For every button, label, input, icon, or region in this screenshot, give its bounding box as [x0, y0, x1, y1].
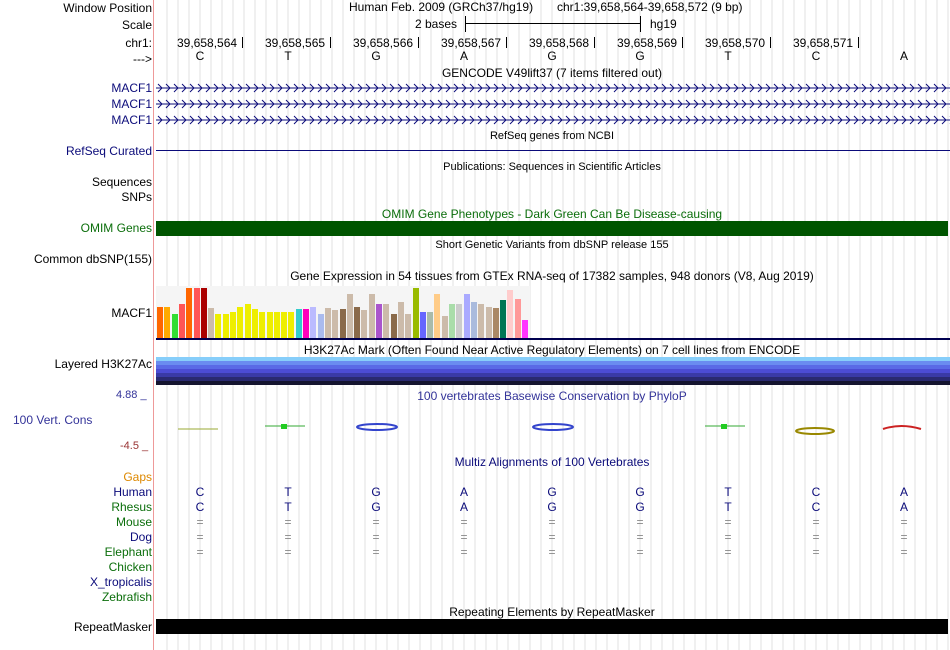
- position-text: chr1:39,658,564-39,658,572 (9 bp): [557, 0, 743, 14]
- ruler-coordinate: 39,658,566: [353, 36, 414, 50]
- gtex-tissue-bar[interactable]: [201, 288, 207, 338]
- gtex-tissue-bar[interactable]: [405, 314, 411, 338]
- ruler-coordinate: 39,658,570: [705, 36, 766, 50]
- gencode-item-label[interactable]: MACF1: [111, 81, 152, 95]
- h3k27ac-track-label[interactable]: Layered H3K27Ac: [54, 357, 152, 371]
- gtex-tissue-bar[interactable]: [361, 310, 367, 338]
- gtex-tissue-bar[interactable]: [310, 307, 316, 338]
- multiz-aligned-base: =: [196, 530, 204, 544]
- ruler-coordinate: 39,658,569: [617, 36, 678, 50]
- gtex-tissue-bar[interactable]: [237, 307, 243, 338]
- multiz-aligned-base: =: [636, 530, 644, 544]
- chromosome-label: chr1:: [125, 36, 152, 50]
- multiz-aligned-base: G: [547, 500, 557, 514]
- phylop-max-label: 4.88 _: [116, 389, 147, 401]
- gtex-tissue-bar[interactable]: [340, 309, 346, 338]
- gtex-tissue-bar[interactable]: [456, 304, 462, 338]
- multiz-species-label[interactable]: Chicken: [108, 560, 152, 574]
- multiz-species-label[interactable]: X_tropicalis: [89, 575, 152, 589]
- ruler-tick: [858, 37, 859, 48]
- scale-bar-line: [465, 23, 641, 24]
- multiz-aligned-base: =: [548, 515, 556, 529]
- multiz-aligned-base: =: [812, 530, 820, 544]
- reference-base: T: [284, 49, 292, 63]
- multiz-aligned-base: =: [636, 545, 644, 559]
- dbsnp-track-title: Short Genetic Variants from dbSNP release 155: [435, 239, 669, 251]
- gtex-tissue-bar[interactable]: [376, 304, 382, 338]
- multiz-aligned-base: =: [724, 545, 732, 559]
- gtex-tissue-bar[interactable]: [215, 314, 221, 338]
- gtex-tissue-bar[interactable]: [347, 294, 353, 338]
- multiz-aligned-base: T: [724, 485, 732, 499]
- multiz-aligned-base: A: [899, 485, 908, 499]
- gtex-track-baseline: [156, 338, 950, 340]
- gtex-tissue-bar[interactable]: [471, 302, 477, 338]
- reference-base: C: [195, 49, 205, 63]
- multiz-species-label[interactable]: Mouse: [115, 515, 152, 529]
- multiz-aligned-base: C: [195, 500, 205, 514]
- multiz-aligned-base: =: [284, 515, 292, 529]
- multiz-aligned-base: =: [372, 545, 380, 559]
- phylop-mark: [533, 424, 573, 430]
- gencode-item-label[interactable]: MACF1: [111, 97, 152, 111]
- ruler-coordinate: 39,658,565: [265, 36, 326, 50]
- gtex-tissue-bar[interactable]: [281, 312, 287, 338]
- gtex-tissue-bar[interactable]: [383, 304, 389, 338]
- multiz-aligned-base: =: [460, 530, 468, 544]
- gtex-tissue-bar[interactable]: [522, 320, 528, 338]
- phylop-track-title: 100 vertebrates Basewise Conservation by PhyloP: [417, 389, 687, 403]
- gtex-tissue-bar[interactable]: [267, 312, 273, 338]
- multiz-aligned-base: G: [371, 485, 381, 499]
- gtex-tissue-bar[interactable]: [223, 314, 229, 338]
- ruler-tick: [506, 37, 507, 48]
- gtex-tissue-bar[interactable]: [157, 307, 163, 338]
- reference-base: T: [724, 49, 732, 63]
- gencode-transcript[interactable]: [156, 80, 950, 96]
- gtex-tissue-bar[interactable]: [164, 307, 170, 338]
- phylop-mark: [281, 424, 287, 429]
- multiz-aligned-base: =: [900, 545, 908, 559]
- scale-label: Scale: [121, 18, 152, 32]
- publications-sequences-label[interactable]: Sequences: [91, 175, 152, 189]
- gtex-tissue-bar[interactable]: [303, 309, 309, 338]
- reference-base: G: [635, 49, 645, 63]
- multiz-species-label[interactable]: Rhesus: [111, 500, 152, 514]
- multiz-aligned-base: G: [635, 500, 645, 514]
- reference-base: C: [811, 49, 821, 63]
- multiz-species-label[interactable]: Zebrafish: [101, 590, 152, 604]
- multiz-aligned-base: C: [811, 500, 821, 514]
- multiz-aligned-base: =: [372, 530, 380, 544]
- repeatmasker-track-title: Repeating Elements by RepeatMasker: [449, 605, 655, 619]
- strand-label: --->: [133, 52, 152, 66]
- gtex-tissue-bar[interactable]: [493, 308, 499, 338]
- gtex-tissue-bar[interactable]: [318, 314, 324, 338]
- label-column-divider: [153, 0, 154, 650]
- multiz-aligned-base: T: [284, 485, 292, 499]
- multiz-aligned-base: =: [196, 545, 204, 559]
- phylop-mark: [796, 428, 834, 434]
- multiz-aligned-base: A: [459, 485, 468, 499]
- omim-phenotype-bar[interactable]: [156, 221, 948, 236]
- reference-base: G: [547, 49, 557, 63]
- gtex-tissue-bar[interactable]: [230, 312, 236, 338]
- multiz-aligned-base: =: [284, 545, 292, 559]
- refseq-track-title: RefSeq genes from NCBI: [489, 130, 615, 142]
- gtex-tissue-bar[interactable]: [332, 310, 338, 338]
- gtex-tissue-bar[interactable]: [245, 304, 251, 338]
- gtex-tissue-bar[interactable]: [296, 309, 302, 338]
- phylop-mark: [721, 424, 727, 429]
- scale-bar-left-end: [465, 16, 466, 32]
- gtex-track-title: Gene Expression in 54 tissues from GTEx RNA-seq of 17382 samples, 948 donors (V8, Aug 2019): [290, 269, 814, 283]
- h3k27ac-track-title: H3K27Ac Mark (Often Found Near Active Regulatory Elements) on 7 cell lines from ENCODE: [303, 343, 801, 357]
- omim-track-title: OMIM Gene Phenotypes - Dark Green Can Be Disease-causing: [381, 207, 723, 221]
- multiz-aligned-base: G: [635, 485, 645, 499]
- gtex-tissue-bar[interactable]: [449, 304, 455, 338]
- gtex-tissue-bar[interactable]: [259, 312, 265, 338]
- reference-base: G: [371, 49, 381, 63]
- gtex-tissue-bar[interactable]: [252, 309, 258, 338]
- multiz-track-title: Multiz Alignments of 100 Vertebrates: [454, 455, 650, 469]
- gtex-tissue-bar[interactable]: [515, 299, 521, 338]
- multiz-aligned-base: =: [636, 515, 644, 529]
- gtex-tissue-bar[interactable]: [354, 307, 360, 338]
- phylop-track-label[interactable]: 100 Vert. Cons: [13, 413, 93, 427]
- gtex-tissue-bar[interactable]: [274, 312, 280, 338]
- multiz-aligned-base: =: [284, 530, 292, 544]
- gtex-tissue-bar[interactable]: [427, 312, 433, 338]
- multiz-aligned-base: =: [460, 515, 468, 529]
- publications-track-title: Publications: Sequences in Scientific Articles: [443, 161, 661, 173]
- gtex-tissue-bar[interactable]: [486, 307, 492, 338]
- phylop-min-label: -4.5 _: [120, 440, 149, 452]
- refseq-gene-line[interactable]: [156, 150, 950, 151]
- multiz-aligned-base: =: [812, 545, 820, 559]
- gtex-track-label[interactable]: MACF1: [111, 306, 152, 320]
- gtex-tissue-bar[interactable]: [179, 304, 185, 338]
- gencode-track-title: GENCODE V49lift37 (7 items filtered out): [441, 66, 663, 80]
- gtex-tissue-bar[interactable]: [434, 294, 440, 338]
- multiz-aligned-base: G: [547, 485, 557, 499]
- gtex-tissue-bar[interactable]: [507, 290, 513, 338]
- ruler-tick: [770, 37, 771, 48]
- dbsnp-track-label[interactable]: Common dbSNP(155): [33, 252, 152, 266]
- scale-bar-right-end: [640, 16, 641, 32]
- repeatmasker-element-bar[interactable]: [156, 619, 948, 634]
- gtex-tissue-bar[interactable]: [442, 316, 448, 338]
- multiz-aligned-base: =: [460, 545, 468, 559]
- multiz-aligned-base: A: [459, 500, 468, 514]
- gtex-tissue-bar[interactable]: [391, 314, 397, 338]
- gtex-tissue-bar[interactable]: [194, 288, 200, 338]
- multiz-aligned-base: T: [284, 500, 292, 514]
- ruler-coordinate: 39,658,568: [529, 36, 590, 50]
- ruler-tick: [682, 37, 683, 48]
- window-position-label: Window Position: [63, 1, 152, 15]
- phylop-conservation-plot[interactable]: [156, 415, 950, 445]
- repeatmasker-track-label[interactable]: RepeatMasker: [73, 620, 152, 634]
- gtex-tissue-bar[interactable]: [369, 294, 375, 338]
- multiz-species-label[interactable]: Dog: [129, 530, 152, 544]
- multiz-aligned-base: =: [372, 515, 380, 529]
- ruler-tick: [330, 37, 331, 48]
- gtex-tissue-bar[interactable]: [478, 304, 484, 338]
- gtex-tissue-bar[interactable]: [208, 308, 214, 338]
- multiz-species-label[interactable]: Human: [113, 485, 152, 499]
- ruler-coordinate: 39,658,567: [441, 36, 502, 50]
- multiz-aligned-base: =: [812, 515, 820, 529]
- multiz-species-label[interactable]: Gaps: [123, 470, 152, 484]
- gtex-tissue-bar[interactable]: [172, 314, 178, 338]
- ruler-coordinate: 39,658,564: [177, 36, 238, 50]
- reference-base: A: [899, 49, 908, 63]
- gtex-tissue-bar[interactable]: [420, 312, 426, 338]
- scale-db-text: hg19: [650, 17, 677, 31]
- multiz-species-label[interactable]: Elephant: [104, 545, 152, 559]
- gtex-tissue-bar[interactable]: [325, 308, 331, 338]
- reference-base: A: [459, 49, 468, 63]
- publications-snps-label[interactable]: SNPs: [121, 190, 152, 204]
- ruler-coordinate: 39,658,571: [793, 36, 854, 50]
- gencode-transcript[interactable]: [156, 112, 950, 128]
- multiz-aligned-base: A: [899, 500, 908, 514]
- multiz-aligned-base: =: [900, 515, 908, 529]
- refseq-track-label[interactable]: RefSeq Curated: [65, 144, 152, 158]
- assembly-text: Human Feb. 2009 (GRCh37/hg19): [349, 0, 534, 14]
- ruler-tick: [594, 37, 595, 48]
- multiz-aligned-base: =: [196, 515, 204, 529]
- phylop-mark: [883, 426, 921, 429]
- multiz-aligned-base: =: [724, 530, 732, 544]
- gtex-tissue-bar[interactable]: [500, 300, 506, 338]
- gtex-tissue-bar[interactable]: [413, 288, 419, 338]
- ruler-tick: [242, 37, 243, 48]
- omim-track-label[interactable]: OMIM Genes: [80, 221, 152, 235]
- multiz-aligned-base: =: [548, 530, 556, 544]
- multiz-aligned-base: T: [724, 500, 732, 514]
- multiz-aligned-base: C: [811, 485, 821, 499]
- multiz-aligned-base: =: [724, 515, 732, 529]
- ruler-tick: [418, 37, 419, 48]
- gencode-transcript[interactable]: [156, 96, 950, 112]
- gtex-tissue-bar[interactable]: [464, 294, 470, 338]
- h3k27ac-signal-band[interactable]: [156, 381, 950, 385]
- scale-bar-text: 2 bases: [415, 17, 458, 31]
- gtex-tissue-bar[interactable]: [288, 312, 294, 338]
- multiz-aligned-base: G: [371, 500, 381, 514]
- multiz-aligned-base: =: [900, 530, 908, 544]
- gencode-transcripts[interactable]: [156, 80, 950, 128]
- multiz-aligned-base: C: [195, 485, 205, 499]
- gencode-item-label[interactable]: MACF1: [111, 113, 152, 127]
- multiz-aligned-base: =: [548, 545, 556, 559]
- phylop-mark: [357, 424, 397, 430]
- gtex-tissue-bar[interactable]: [186, 288, 192, 338]
- gtex-tissue-bar[interactable]: [398, 302, 404, 338]
